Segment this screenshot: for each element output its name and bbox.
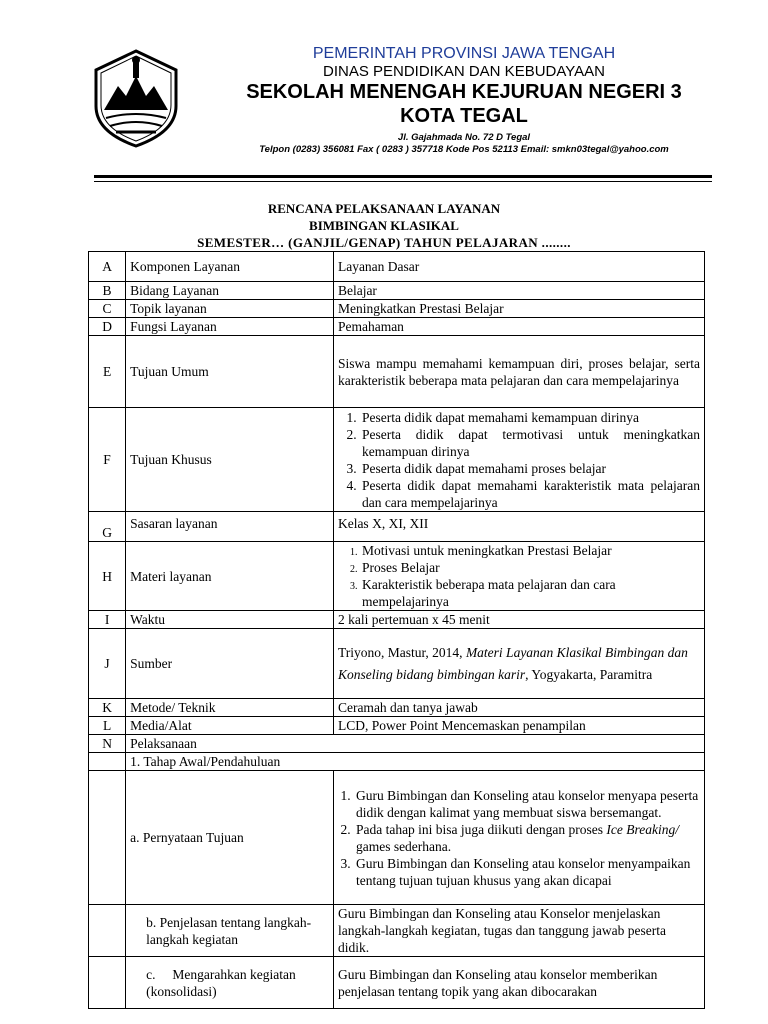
table-row (89, 629, 705, 699)
list-item: 2. Proses Belajar (360, 559, 700, 576)
row-value (333, 408, 704, 512)
city-name: KOTA TEGAL (400, 105, 528, 127)
row-label: a. Pernyataan Tujuan (126, 771, 334, 905)
row-label: Komponen Layanan (126, 252, 334, 282)
table-row (89, 717, 705, 735)
document-title (60, 200, 708, 251)
letterhead-rule-thin (94, 181, 712, 182)
table-row (89, 542, 705, 611)
stage-heading: 1. Tahap Awal/Pendahuluan (126, 753, 705, 771)
list-item: 1. Motivasi untuk meningkatkan Prestasi Belajar (360, 542, 700, 559)
table-row (89, 905, 705, 957)
list-item: 4. Peserta didik dapat memahami karakteristik mata pelajaran dan cara mempelajarinya (360, 477, 700, 511)
list-item: 3. Guru Bimbingan dan Konseling atau konselor menyampaikan tentang tujuan tujuan khusus yang akan dicapai (354, 855, 700, 889)
list-item: 1. Guru Bimbingan dan Konseling atau konselor menyapa peserta didik dengan kalimat yang membuat siswa bersemangat. (354, 787, 700, 821)
material-list (338, 542, 700, 610)
row-value (333, 771, 704, 905)
row-code-empty (89, 771, 126, 905)
list-item: 3. Peserta didik dapat memahami proses belajar (360, 460, 700, 477)
row-value: Meningkatkan Prestasi Belajar (333, 300, 704, 318)
row-value: LCD, Power Point Mencemaskan penampilan (333, 717, 704, 735)
agency-name: DINAS PENDIDIKAN DAN KEBUDAYAAN (322, 63, 605, 80)
list-item: 3. Karakteristik beberapa mata pelajaran dan cara mempelajarinya (360, 576, 700, 610)
province-emblem-logo (90, 48, 182, 148)
row-label: Materi layanan (126, 542, 334, 611)
row-code-empty (89, 753, 126, 771)
row-value: Kelas X, XI, XII (333, 512, 704, 542)
row-code: B (89, 282, 126, 300)
row-code: H (89, 542, 126, 611)
table-row (89, 282, 705, 300)
title-line-1: RENCANA PELAKSANAAN LAYANAN (267, 201, 501, 216)
row-code: D (89, 318, 126, 336)
row-label: Fungsi Layanan (126, 318, 334, 336)
plan-table (88, 251, 705, 1009)
row-code: N (89, 735, 126, 753)
school-name: SEKOLAH MENENGAH KEJURUAN NEGERI 3 (246, 81, 682, 103)
row-code-empty (89, 905, 126, 957)
opening-steps-list (338, 787, 700, 889)
row-label: Topik layanan (126, 300, 334, 318)
letterhead (186, 44, 742, 156)
row-code: A (89, 252, 126, 282)
letterhead-rule-thick (94, 175, 712, 178)
source-publisher: , Yogyakarta, Paramitra (525, 666, 653, 682)
row-code: K (89, 699, 126, 717)
row-code: I (89, 611, 126, 629)
row-label: Sasaran layanan (126, 512, 334, 542)
row-code: F (89, 408, 126, 512)
table-row (89, 957, 705, 1009)
table-row (89, 318, 705, 336)
row-value: Siswa mampu memahami kemampuan diri, proses belajar, serta karakteristik beberapa mata pelajaran dan cara mempelajarinya (333, 336, 704, 408)
row-label: b. Penjelasan tentang langkah-langkah kegiatan (126, 905, 334, 957)
title-line-3: SEMESTER… (GANJIL/GENAP) TAHUN PELAJARAN ........ (197, 235, 571, 250)
row-code: C (89, 300, 126, 318)
table-row (89, 735, 705, 753)
row-label: Tujuan Khusus (126, 408, 334, 512)
source-author: Triyono, Mastur, 2014, (337, 644, 466, 660)
table-row (89, 300, 705, 318)
row-value (333, 629, 704, 699)
row-label: Tujuan Umum (126, 336, 334, 408)
school-contact: Telpon (0283) 356081 Fax ( 0283 ) 357718 Kode Pos 52113 Email: smkn03tegal@yahoo.com (259, 144, 669, 155)
row-value: 2 kali pertemuan x 45 menit (333, 611, 704, 629)
row-value: Layanan Dasar (333, 252, 704, 282)
table-row (89, 611, 705, 629)
row-label: Sumber (126, 629, 334, 699)
row-value: Ceramah dan tanya jawab (333, 699, 704, 717)
school-address: Jl. Gajahmada No. 72 D Tegal (397, 132, 531, 143)
row-value: Guru Bimbingan dan Konseling atau Konselor menjelaskan langkah-langkah kegiatan, tugas dan tanggung jawab peserta didik. (333, 905, 704, 957)
row-label: c. Mengarahkan kegiatan (konsolidasi) (126, 957, 334, 1009)
row-label: Waktu (126, 611, 334, 629)
table-row (89, 252, 705, 282)
specific-goals-list (338, 409, 700, 511)
row-value (333, 542, 704, 611)
row-value: Pemahaman (333, 318, 704, 336)
row-label: Pelaksanaan (126, 735, 705, 753)
row-code: E (89, 336, 126, 408)
row-code: J (89, 629, 126, 699)
table-row (89, 753, 705, 771)
source-book-title: Materi Layanan Klasikal Bimbingan dan Konseling bidang bimbingan karir (337, 644, 688, 682)
row-value: Belajar (333, 282, 704, 300)
list-item: 2. Pada tahap ini bisa juga diikuti dengan proses Ice Breaking/ games sederhana. (354, 821, 700, 855)
table-row (89, 771, 705, 905)
row-code-empty (89, 957, 126, 1009)
table-row (89, 699, 705, 717)
province-name: PEMERINTAH PROVINSI JAWA TENGAH (312, 45, 616, 62)
title-line-2: BIMBINGAN KLASIKAL (309, 218, 459, 233)
row-code: L (89, 717, 126, 735)
table-row (89, 512, 705, 542)
row-label: Bidang Layanan (126, 282, 334, 300)
row-value: Guru Bimbingan dan Konseling atau konselor memberikan penjelasan tentang topik yang akan dibocarakan (333, 957, 704, 1009)
table-row (89, 336, 705, 408)
row-code: G (89, 512, 126, 542)
list-item: 2. Peserta didik dapat termotivasi untuk meningkatkan kemampuan dirinya (360, 426, 700, 460)
row-label: Media/Alat (126, 717, 334, 735)
row-label: Metode/ Teknik (126, 699, 334, 717)
list-item: 1. Peserta didik dapat memahami kemampuan dirinya (360, 409, 700, 426)
table-row (89, 408, 705, 512)
